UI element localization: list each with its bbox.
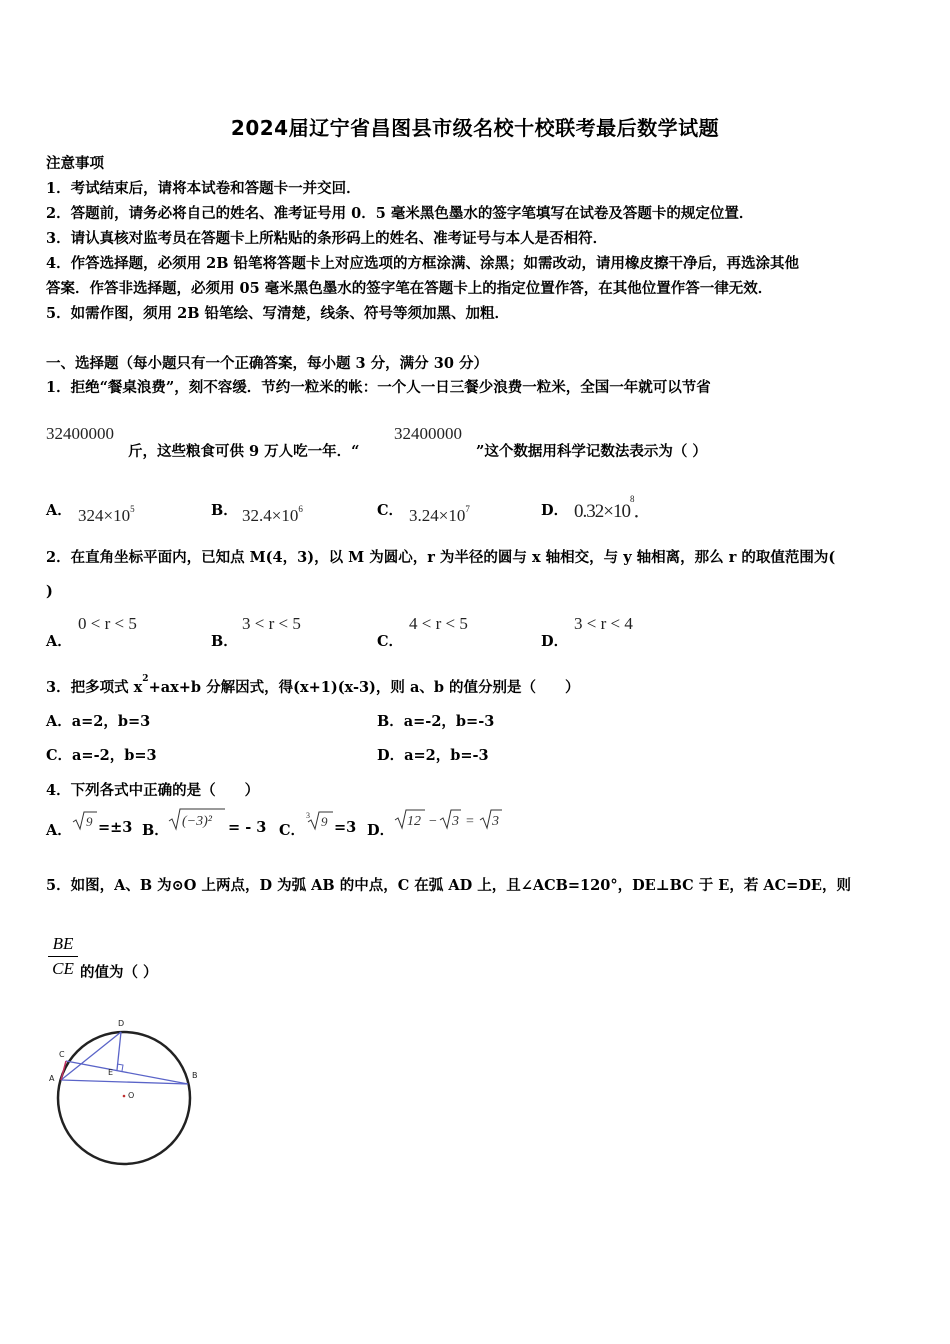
q5-tail: 的值为（ ） [80, 964, 158, 981]
notice-item-5: 5．如需作图，须用 2B 铅笔绘、写清楚，线条、符号等须加黑、加粗． [46, 305, 510, 322]
q2-option-a-label: A． [46, 633, 72, 650]
q4-a-radicand: 9 [86, 814, 93, 829]
fraction-bar [48, 956, 78, 957]
section-heading: 一、选择题（每小题只有一个正确答案，每小题 3 分，满分 30 分） [46, 355, 488, 372]
q5-stem: 5．如图，A、B 为⊙O 上两点，D 为弧 AB 的中点，C 在弧 AD 上，且∠ACB=120°，DE⊥BC 于 E，若 AC=DE，则 [46, 877, 851, 894]
label-e: E [108, 1068, 114, 1077]
notice-heading: 注意事项 [46, 155, 104, 172]
notice-item-1: 1．考试结束后，请将本试卷和答题卡一并交回． [46, 180, 361, 197]
q4-d-radicand-3b: 3 [492, 814, 499, 829]
q1-option-a-label: A． [46, 502, 72, 519]
q4-option-c-radical [305, 810, 335, 832]
q4-c-radicand: 9 [321, 814, 328, 829]
label-c: C [59, 1050, 65, 1059]
q1-text-a: 斤，这些粮食可供 9 万人吃一年．“ [128, 443, 360, 460]
label-d: D [118, 1019, 125, 1028]
center-dot [123, 1095, 126, 1098]
q4-c-index: 3 [306, 811, 310, 820]
label-o: O [128, 1091, 135, 1100]
notice-item-4-cont: 答案．作答非选择题，必须用 05 毫米黑色墨水的签字笔在答题卡上的指定位置作答，在其他位置作答一律无效． [46, 280, 773, 297]
q4-d-equals: = [466, 814, 474, 829]
q2-option-b-value: 3 < r < 5 [242, 614, 301, 633]
q1-option-b-value: $32.4\times 10^6$ [242, 504, 303, 525]
notice-item-3: 3．请认真核对监考员在答题卡上所粘贴的条形码上的姓名、准考证号与本人是否相符． [46, 230, 608, 247]
q3-stem: 3．把多项式 $x^2+ax+b$ 分解因式，得(x+1)(x-3)，则 a、b 的值分别是（ ） [46, 674, 580, 696]
q5-fraction-numerator: BE [52, 934, 74, 953]
q4-option-a-label: A． [46, 822, 72, 839]
q4-stem: 4．下列各式中正确的是（ ） [46, 782, 260, 799]
notice-item-4: 4．作答选择题，必须用 2B 铅笔将答题卡上对应选项的方框涂满、涂黑；如需改动，请用橡皮擦干净后，再选涂其他 [46, 255, 800, 272]
q1-number-2: 32400000 [394, 424, 462, 443]
q5-figure [40, 1010, 220, 1170]
q5-fraction [48, 934, 78, 979]
q3-option-a: A．a=2，b=3 [46, 713, 151, 730]
q1-option-c-value: $3.24\times 10^7$ [409, 504, 470, 525]
q4-option-d-expression [394, 808, 506, 832]
q4-d-minus: − [429, 814, 437, 829]
circle-o [58, 1032, 190, 1164]
q4-d-radicand-12: 12 [407, 814, 421, 829]
q1-text-b: ”这个数据用科学记数法表示为（ ） [476, 443, 707, 460]
q1-option-a-value: $324\times 10^5$ [78, 504, 135, 525]
q4-b-radicand: (−3)² [182, 814, 212, 829]
q3-option-d: D．a=2，b=-3 [377, 747, 489, 764]
q2-option-b-label: B． [211, 633, 238, 650]
q4-option-d-label: D． [367, 822, 395, 839]
label-a: A [49, 1074, 55, 1083]
q3-option-b: B．a=-2，b=-3 [377, 713, 495, 730]
page-title: 2024届辽宁省昌图县市级名校十校联考最后数学试题 [230, 116, 720, 140]
q1-option-d-label: D． [541, 502, 569, 519]
q4-option-c-tail: =3 [334, 819, 357, 836]
q2-option-d-label: D． [541, 633, 569, 650]
q5-fraction-denominator: CE [52, 959, 74, 978]
q2-stem: 2．在直角坐标平面内，已知点 M(4，3)，以 M 为圆心，r 为半径的圆与 x 轴相交，与 y 轴相离，那么 r 的取值范围为( [46, 549, 836, 566]
label-b: B [192, 1071, 198, 1080]
q2-option-c-label: C． [377, 633, 404, 650]
q1-option-b-label: B． [211, 502, 238, 519]
q2-stem-cont: ) [46, 583, 53, 600]
q2-option-c-value: 4 < r < 5 [409, 614, 468, 633]
q4-option-a-radical [72, 810, 98, 832]
q2-option-a-value: 0 < r < 5 [78, 614, 137, 633]
q4-option-b-radical [168, 807, 226, 833]
q4-option-c-label: C． [279, 822, 306, 839]
q4-option-a-tail: =±3 [98, 819, 133, 836]
q1-option-d-value: $0.32\times 10^8$． [574, 494, 652, 522]
notice-item-2: 2．答题前，请务必将自己的姓名、准考证号用 0．5 毫米黑色墨水的签字笔填写在试卷及答题卡的规定位置． [46, 205, 754, 222]
q1-option-c-label: C． [377, 502, 404, 519]
q4-d-radicand-3a: 3 [452, 814, 459, 829]
q1-number-1: 32400000 [46, 424, 114, 443]
q3-option-c: C．a=-2，b=3 [46, 747, 157, 764]
q2-option-d-value: 3 < r < 4 [574, 614, 633, 633]
q4-option-b-tail: = - 3 [228, 819, 267, 836]
q1-stem: 1．拒绝“餐桌浪费”，刻不容缓．节约一粒米的帐：一个人一日三餐少浪费一粒米，全国一年就可以节省 [46, 379, 711, 396]
q4-option-b-label: B． [142, 822, 169, 839]
